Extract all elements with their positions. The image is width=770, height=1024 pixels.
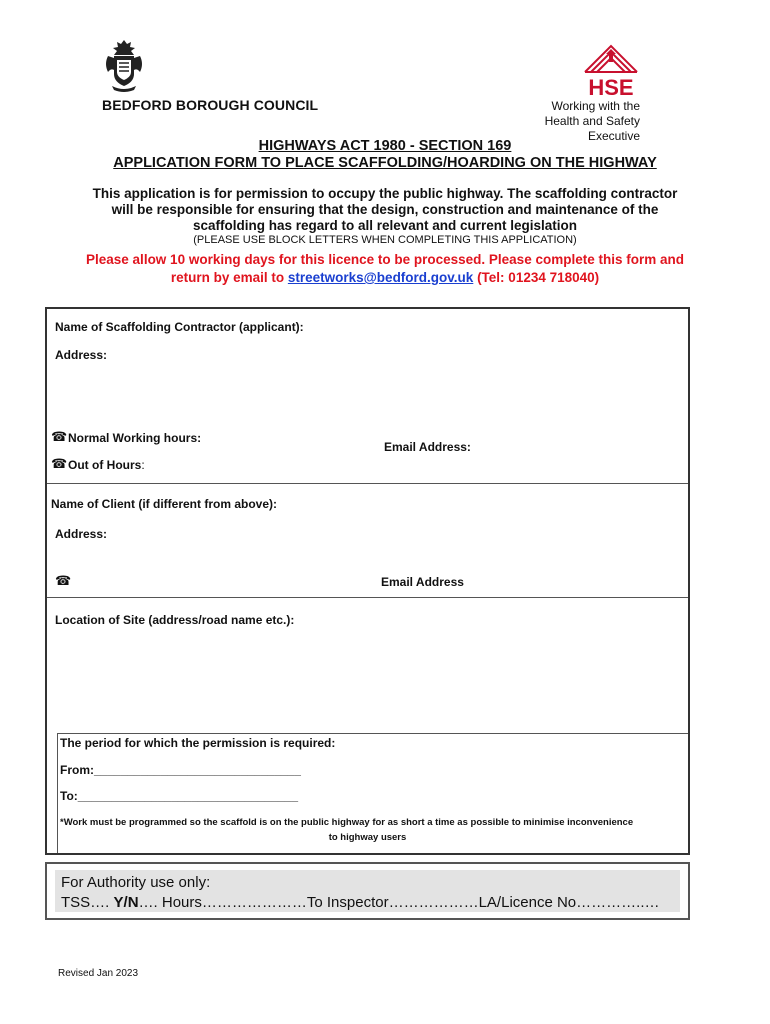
client-email-label: Email Address bbox=[381, 575, 464, 589]
processing-notice-line1: Please allow 10 working days for this licence to be processed. Please complete this form and bbox=[86, 252, 684, 267]
telephone-icon: ☎ bbox=[55, 573, 72, 588]
intro-line1: This application is for permission to occupy the public highway. The scaffolding contractor bbox=[92, 186, 678, 201]
client-name-label: Name of Client (if different from above): bbox=[51, 497, 278, 511]
hse-caption-line1: Working with the bbox=[551, 99, 640, 113]
application-form-box bbox=[45, 307, 690, 855]
hse-caption-line2: Health and Safety Executive bbox=[544, 114, 640, 143]
contractor-name-label: Name of Scaffolding Contractor (applicant): bbox=[55, 320, 304, 334]
telephone-icon: ☎ bbox=[51, 456, 68, 471]
site-location-label: Location of Site (address/road name etc.): bbox=[55, 613, 295, 627]
email-link[interactable]: streetworks@bedford.gov.uk bbox=[287, 270, 474, 285]
hse-logo-text: HSE bbox=[588, 75, 634, 98]
out-of-hours-label bbox=[68, 458, 145, 472]
out-of-hours-colon: : bbox=[141, 458, 145, 472]
section-divider bbox=[47, 597, 688, 598]
revision-date: Revised Jan 2023 bbox=[58, 968, 139, 979]
section-divider bbox=[47, 483, 688, 484]
programme-note-line2: to highway users bbox=[328, 832, 407, 843]
contractor-email-label: Email Address: bbox=[384, 440, 471, 454]
authority-shaded-area bbox=[55, 870, 680, 912]
council-name: BEDFORD BOROUGH COUNCIL bbox=[102, 97, 319, 113]
processing-notice-line2 bbox=[40, 269, 730, 287]
intro-line3: scaffolding has regard to all relevant and current legislation bbox=[192, 218, 578, 233]
authority-fields bbox=[61, 894, 659, 911]
intro-line2: will be responsible for ensuring that the design, construction and maintenance of the bbox=[111, 202, 659, 217]
contractor-address-label: Address: bbox=[55, 348, 108, 362]
tss-label: TSS…. bbox=[61, 894, 114, 911]
normal-hours-label: Normal Working hours: bbox=[68, 431, 202, 445]
council-crest-logo bbox=[104, 38, 144, 94]
hse-logo bbox=[582, 40, 640, 98]
notice-suffix: (Tel: 01234 718040) bbox=[473, 270, 600, 285]
notice-prefix: return by email to bbox=[170, 270, 288, 285]
form-title-application: APPLICATION FORM TO PLACE SCAFFOLDING/HOARDING ON THE HIGHWAY bbox=[113, 155, 657, 171]
telephone-icon: ☎ bbox=[51, 429, 68, 444]
section-divider bbox=[57, 733, 688, 734]
period-label: The period for which the permission is required: bbox=[60, 736, 336, 750]
authority-title: For Authority use only: bbox=[61, 874, 211, 891]
form-title-act: HIGHWAYS ACT 1980 - SECTION 169 bbox=[258, 138, 512, 154]
yes-no-label: Y/N bbox=[113, 894, 139, 911]
authority-use-box bbox=[45, 862, 690, 920]
from-date-field[interactable]: From:_______________________________ bbox=[60, 763, 301, 777]
authority-fields-rest: …. Hours…………………To Inspector………………LA/Licence No…………..… bbox=[138, 894, 660, 911]
programme-note-line1: *Work must be programmed so the scaffold is on the public highway for as short a time as possible to minimise inconvenience bbox=[60, 817, 634, 828]
to-date-field[interactable]: To:_________________________________ bbox=[60, 789, 299, 803]
out-of-hours-text: Out of Hours bbox=[68, 458, 142, 472]
block-letters-note: (PLEASE USE BLOCK LETTERS WHEN COMPLETING THIS APPLICATION) bbox=[193, 234, 577, 246]
client-address-label: Address: bbox=[55, 527, 108, 541]
